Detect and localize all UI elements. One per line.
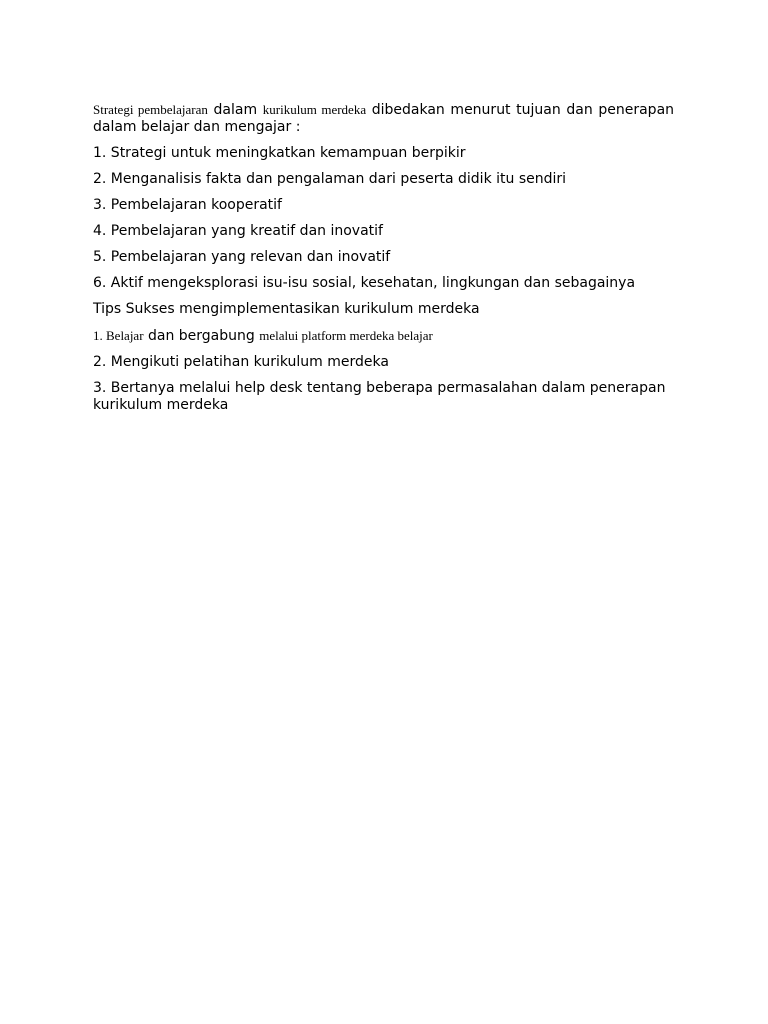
tip-item-1 xyxy=(93,327,674,345)
tip-item-1-serif-1: 1. Belajar xyxy=(93,328,144,343)
tip-item-1-sans: dan bergabung xyxy=(148,328,255,344)
tip-item-3: 3. Bertanya melalui help desk tentang beberapa permasalahan dalam penerapan kurikulum merdeka xyxy=(93,380,666,413)
document-body xyxy=(93,101,674,423)
intro-text-serif-1: Strategi pembelajaran xyxy=(93,102,208,117)
strategy-item-5: 5. Pembelajaran yang relevan dan inovatif xyxy=(93,249,391,265)
strategy-item-6: 6. Aktif mengeksplorasi isu-isu sosial, kesehatan, lingkungan dan sebagainya xyxy=(93,275,636,291)
intro-text-sans-1: dalam xyxy=(213,102,258,118)
strategy-item-2: 2. Menganalisis fakta dan pengalaman dari peserta didik itu sendiri xyxy=(93,171,567,187)
intro-text-serif-2: kurikulum merdeka xyxy=(262,102,367,117)
tip-item-1-serif-2: melalui platform merdeka belajar xyxy=(259,328,433,343)
strategy-item-1: 1. Strategi untuk meningkatkan kemampuan berpikir xyxy=(93,145,466,161)
tip-item-2: 2. Mengikuti pelatihan kurikulum merdeka xyxy=(93,354,389,370)
intro-text-sans-2: dibedakan menurut tujuan dan penerapan dalam belajar dan mengajar : xyxy=(93,102,675,135)
strategy-item-3: 3. Pembelajaran kooperatif xyxy=(93,197,282,213)
intro-paragraph xyxy=(93,101,674,136)
strategy-item-4: 4. Pembelajaran yang kreatif dan inovatif xyxy=(93,223,383,239)
tips-heading: Tips Sukses mengimplementasikan kurikulum merdeka xyxy=(93,301,480,317)
